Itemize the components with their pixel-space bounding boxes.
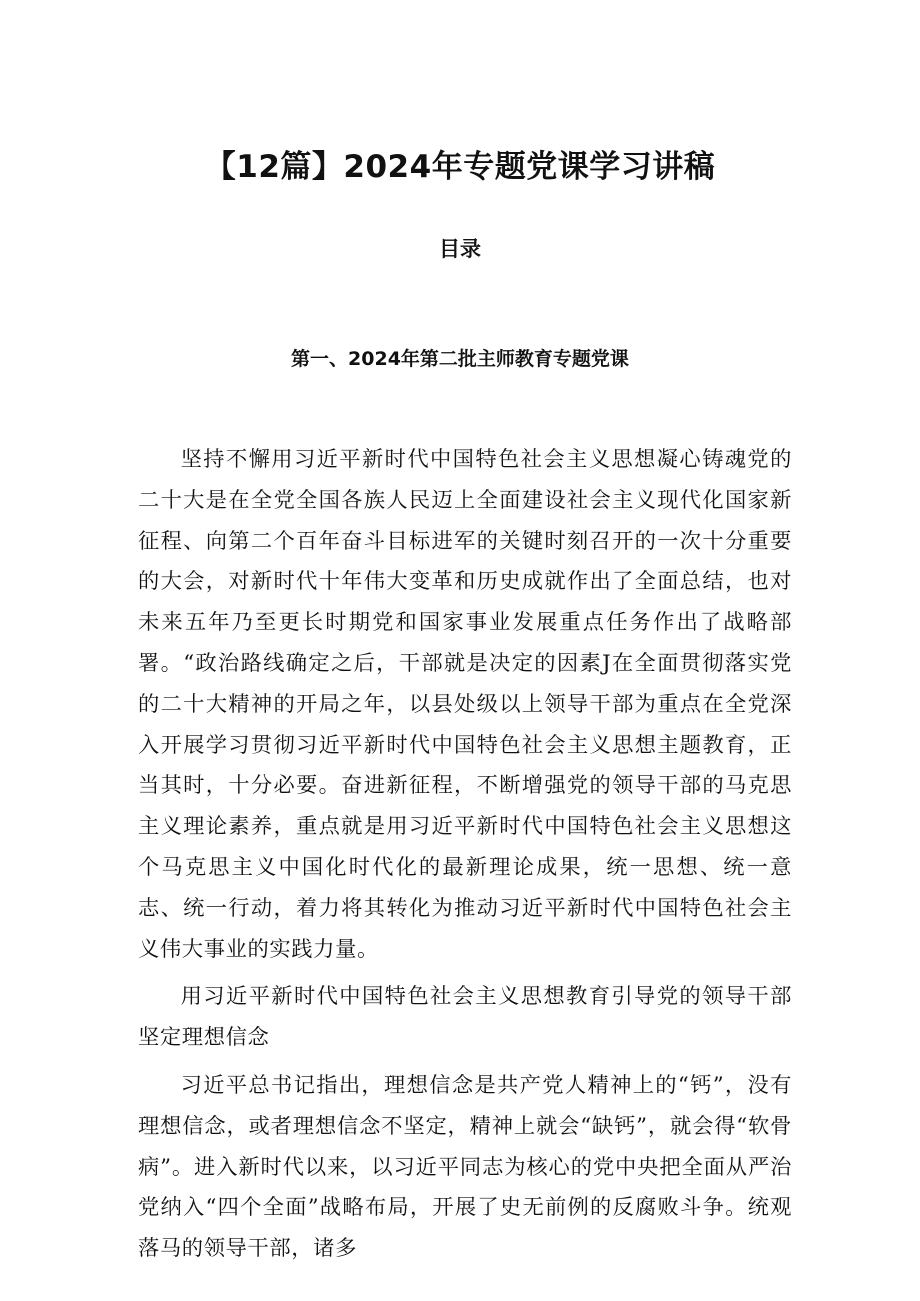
- document-body: [138, 440, 792, 1277]
- section-heading: 第一、2024年第二批主师教育专题党课: [291, 348, 629, 370]
- table-of-contents-label: 目录: [439, 237, 481, 261]
- document-title: 【12篇】2024年专题党课学习讲稿: [204, 149, 716, 185]
- body-paragraph-3: 习近平总书记指出，理想信念是共产党人精神上的“钙”，没有理想信念，或者理想信念不坚定，精神上就会“缺钙”，就会得“软骨病”。进入新时代以来，以习近平同志为核心的党中央把全面从严治党纳入“四个全面”战略布局，开展了史无前例的反腐败斗争。统观落马的领导干部，诸多: [138, 1072, 792, 1262]
- body-paragraph-2: 用习近平新时代中国特色社会主义思想教育引导党的领导干部坚定理想信念: [138, 984, 792, 1051]
- body-paragraph-1: 坚持不懈用习近平新时代中国特色社会主义思想凝心铸魂党的二十大是在全党全国各族人民迈上全面建设社会主义现代化国家新征程、向第二个百年奋斗目标进军的关键时刻召开的一次十分重要的大会，对新时代十年伟大变革和历史成就作出了全面总结，也对未来五年乃至更长时期党和国家事业发展重点任务作出了战略部署。“政治路线确定之后，干部就是决定的因素J在全面贯彻落实党的二十大精神的开局之年，以县处级以上领导干部为重点在全党深入开展学习贯彻习近平新时代中国特色社会主义思想主题教育，正当其时，十分必要。奋进新征程，不断增强党的领导干部的马克思主义理论素养，重点就是用习近平新时代中国特色社会主义思想这个马克思主义中国化时代化的最新理论成果，统一思想、统一意志、统一行动，着力将其转化为推动习近平新时代中国特色社会主义伟大事业的实践力量。: [138, 447, 792, 962]
